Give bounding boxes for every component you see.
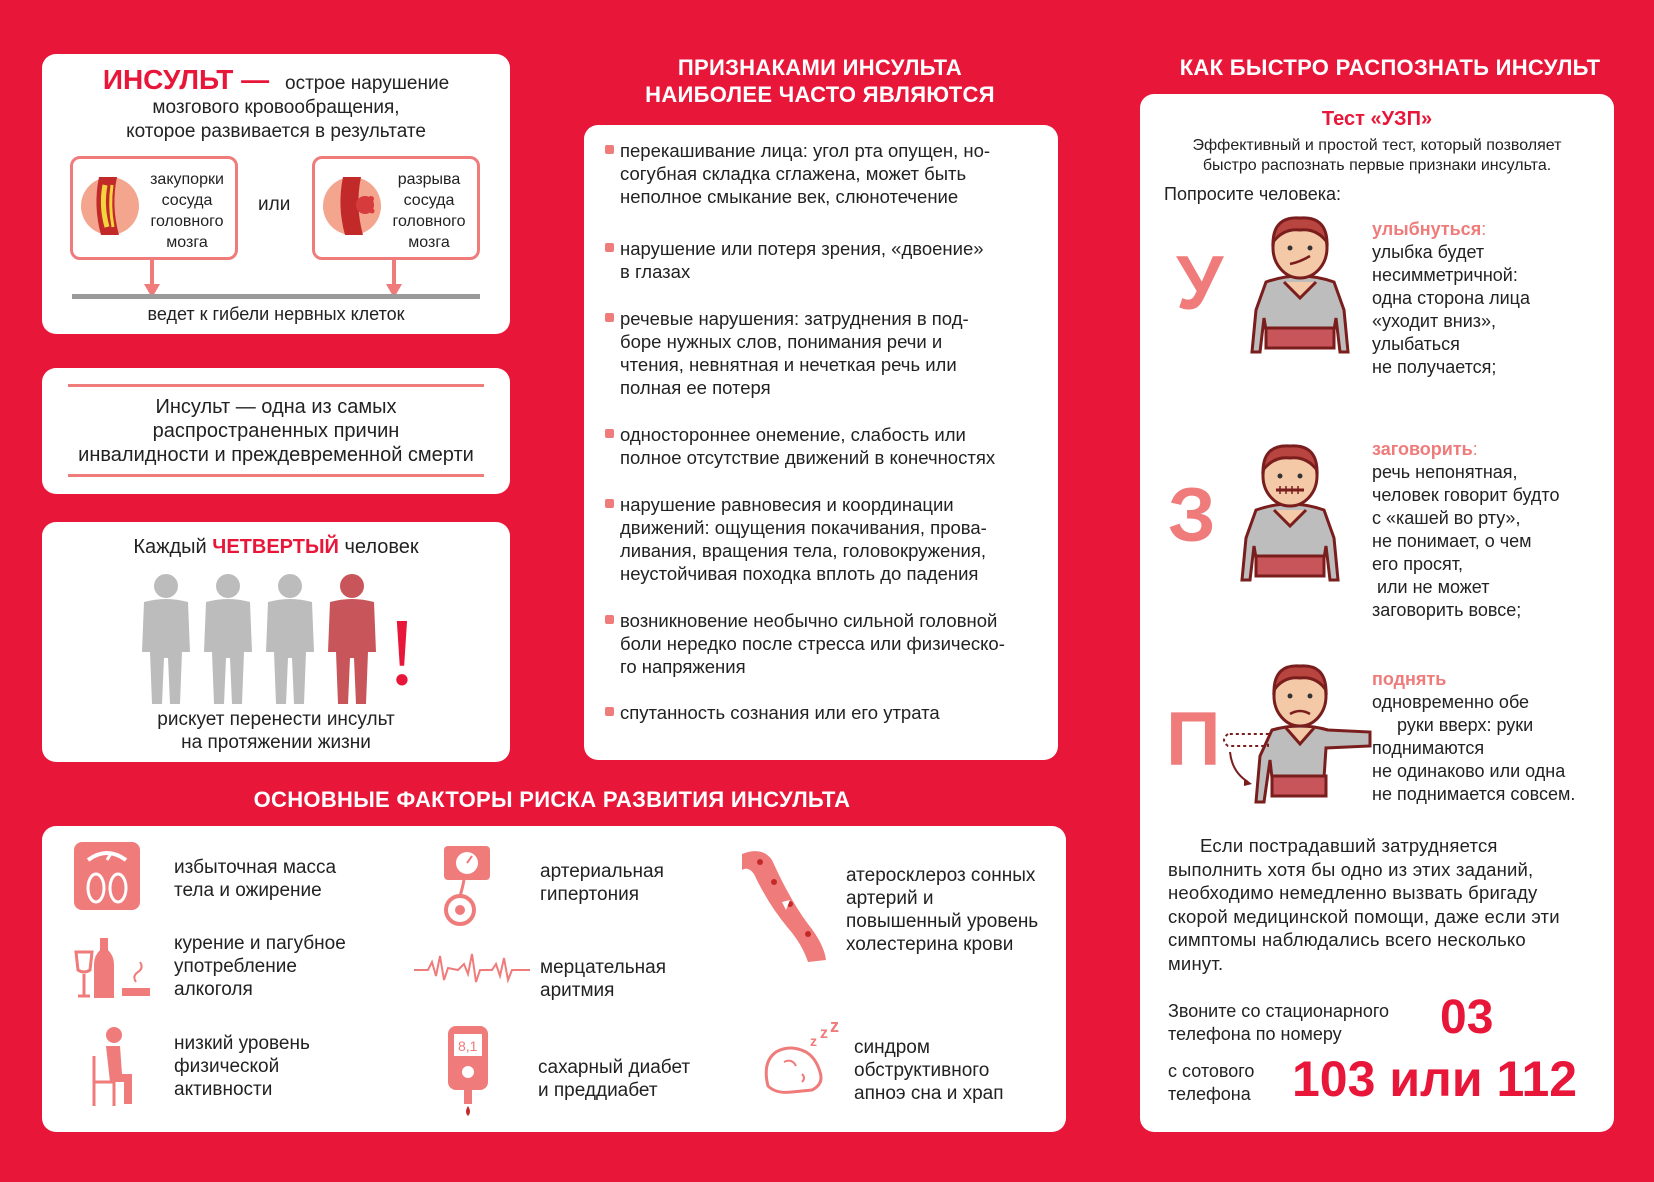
fourth-foot-line: на протяжении жизни bbox=[181, 732, 371, 753]
risk-factor-diabetes bbox=[538, 1056, 690, 1102]
symptom-line: полная ее потеря bbox=[620, 377, 771, 398]
bullet bbox=[605, 707, 614, 716]
risk-factor-hypertension bbox=[540, 860, 664, 906]
risk-line: низкий уровень bbox=[174, 1033, 310, 1054]
risk-factor-smoking bbox=[174, 932, 346, 1001]
step-line: его просят, bbox=[1372, 554, 1463, 574]
definition-heading bbox=[42, 64, 510, 144]
raising-arms-person-icon bbox=[1220, 660, 1380, 810]
symptom-line: боли нередко после стресса или физическо- bbox=[620, 633, 1005, 654]
ecg-icon bbox=[414, 950, 530, 986]
symptom-line: согубная складка сглажена, может быть bbox=[620, 163, 967, 184]
symptom-line: нарушение или потеря зрения, «двоение» bbox=[620, 238, 984, 259]
artery-icon bbox=[738, 844, 830, 964]
symptom-line: одностороннее онемение, слабость или bbox=[620, 424, 966, 445]
symptom-item bbox=[620, 237, 1050, 283]
cause1-line: мозга bbox=[166, 234, 208, 251]
symptom-line: движений: ощущения покачивания, прова- bbox=[620, 517, 987, 538]
risk-factor-apnea bbox=[854, 1036, 1004, 1105]
step-line: несимметричной: bbox=[1372, 265, 1518, 285]
risk-factor-inactivity bbox=[174, 1032, 310, 1101]
symptoms-title-line: НАИБОЛЕЕ ЧАСТО ЯВЛЯЮТСЯ bbox=[645, 82, 995, 107]
step-line: не одинаково или одна bbox=[1372, 761, 1566, 781]
test-name: Тест «УЗП» bbox=[1321, 108, 1433, 130]
symptom-item bbox=[620, 493, 1050, 585]
symptom-line: спутанность сознания или его утрата bbox=[620, 702, 940, 723]
call-line: телефона по номеру bbox=[1168, 1024, 1342, 1044]
test-title: КАК БЫСТРО РАСПОЗНАТЬ ИНСУЛЬТ bbox=[1179, 55, 1601, 80]
divider-line bbox=[68, 474, 484, 477]
risk-line: тела и ожирение bbox=[174, 880, 322, 901]
smiling-person-icon bbox=[1244, 212, 1356, 362]
symptoms-title bbox=[560, 54, 1080, 108]
divider-bar bbox=[72, 294, 480, 299]
mobile-numbers[interactable]: 103 или 112 bbox=[1292, 1051, 1578, 1107]
step-line: одновременно обе bbox=[1372, 692, 1530, 712]
urgent-line: симптомы наблюдались всего несколько bbox=[1168, 929, 1526, 950]
symptom-line: нарушение равновесия и координации bbox=[620, 494, 954, 515]
step-action: поднять bbox=[1372, 669, 1447, 689]
every-fourth-card bbox=[42, 522, 510, 762]
step-line: или не может bbox=[1372, 577, 1490, 597]
step-line: заговорить вовсе; bbox=[1372, 600, 1522, 620]
step-action: заговорить bbox=[1372, 439, 1473, 459]
urgent-line: выполнить хотя бы одно из этих заданий, bbox=[1168, 858, 1534, 880]
cause-blockage-box bbox=[70, 156, 238, 260]
scale-icon bbox=[72, 840, 142, 912]
risk-factor-arrhythmia bbox=[540, 956, 666, 1002]
symptom-line: го напряжения bbox=[620, 656, 746, 677]
call-line: телефона bbox=[1168, 1084, 1251, 1104]
svg-text:z: z bbox=[820, 1025, 828, 1042]
step-line: с «кашей во рту», bbox=[1372, 508, 1521, 528]
statistic-card bbox=[42, 368, 510, 494]
step-raise-text bbox=[1372, 668, 1608, 806]
test-desc-line: Эффективный и простой тест, который позволяет bbox=[1192, 137, 1562, 154]
symptom-line: боре нужных слов, понимания речи и bbox=[620, 331, 943, 352]
risk-line: холестерина крови bbox=[846, 934, 1014, 955]
risk-line: активности bbox=[174, 1079, 273, 1100]
risk-title: ОСНОВНЫЕ ФАКТОРЫ РИСКА РАЗВИТИЯ ИНСУЛЬТА bbox=[253, 787, 851, 812]
bullet bbox=[605, 313, 614, 322]
risk-line: и преддиабет bbox=[538, 1080, 658, 1101]
risk-line: артериальная bbox=[540, 861, 664, 882]
urgent-line: минут. bbox=[1168, 952, 1224, 974]
symptom-item bbox=[620, 609, 1050, 678]
cause1-line: сосуда bbox=[161, 192, 213, 209]
sleep-icon bbox=[762, 1022, 842, 1102]
definition-card bbox=[42, 54, 510, 334]
risk-line: курение и пагубное bbox=[174, 933, 346, 954]
risk-line: мерцательная bbox=[540, 957, 666, 978]
exclamation-mark: ! bbox=[386, 598, 418, 704]
letter-u: У bbox=[1176, 241, 1224, 326]
symptom-line: полное отсутствие движений в конечностях bbox=[620, 447, 996, 468]
risk-line: повышенный уровень bbox=[846, 911, 1039, 932]
svg-text:z: z bbox=[810, 1033, 817, 1049]
fourth-post: человек bbox=[338, 536, 419, 558]
symptom-item bbox=[620, 139, 1050, 208]
cause2-line: головного bbox=[392, 213, 466, 230]
step-line: улыбка будет bbox=[1372, 242, 1485, 262]
stat-line-text: Инсульт — одна из самых bbox=[155, 396, 397, 418]
people-icon bbox=[138, 572, 438, 704]
blocked-vessel-icon bbox=[79, 175, 141, 237]
or-label: или bbox=[258, 194, 291, 215]
fourth-pre: Каждый bbox=[133, 536, 213, 558]
stat-line-text: распространенных причин bbox=[152, 420, 400, 442]
symptom-item bbox=[620, 423, 1050, 469]
step-colon: : bbox=[1481, 219, 1487, 239]
symptom-line: в глазах bbox=[620, 261, 691, 282]
tonometer-icon bbox=[438, 844, 502, 926]
risk-line: артерий и bbox=[846, 888, 934, 909]
arrow-down-icon bbox=[386, 258, 402, 298]
definition-result: ведет к гибели нервных клеток bbox=[147, 304, 405, 324]
bullet bbox=[605, 615, 614, 624]
step-line: не понимает, о чем bbox=[1372, 531, 1532, 551]
uzp-test-card bbox=[1140, 94, 1614, 1132]
step-action: улыбнуться bbox=[1372, 219, 1482, 239]
letter-p: П bbox=[1166, 697, 1221, 782]
risk-factor-obesity bbox=[174, 856, 336, 902]
call-mobile-text bbox=[1168, 1060, 1288, 1106]
fourth-highlight: ЧЕТВЕРТЫЙ bbox=[212, 536, 339, 558]
symptom-item bbox=[620, 701, 1050, 724]
definition-line1: острое нарушение bbox=[285, 73, 450, 94]
symptoms-card bbox=[584, 125, 1058, 760]
step-line: улыбаться bbox=[1372, 334, 1460, 354]
risk-line: обструктивного bbox=[854, 1060, 990, 1081]
svg-text:z: z bbox=[830, 1022, 839, 1036]
test-desc-line: быстро распознать первые признаки инсульта. bbox=[1202, 157, 1552, 174]
symptom-line: чтения, невнятная и нечеткая речь или bbox=[620, 354, 957, 375]
symptom-line: перекашивание лица: угол рта опущен, но- bbox=[620, 140, 991, 161]
symptom-line: неполное смыкание век, слюнотечение bbox=[620, 186, 959, 207]
every-fourth-footer bbox=[42, 708, 510, 754]
stat-line-text: инвалидности и преждевременной смерти bbox=[78, 444, 474, 466]
symptom-line: неустойчивая походка вплоть до падения bbox=[620, 563, 979, 584]
step-line: «уходит вниз», bbox=[1372, 311, 1497, 331]
step-speak-text bbox=[1372, 438, 1608, 622]
risk-line: синдром bbox=[854, 1037, 930, 1058]
risk-factors-card bbox=[42, 826, 1066, 1132]
speaking-person-icon bbox=[1234, 440, 1346, 590]
risk-line: алкоголя bbox=[174, 979, 253, 1000]
symptoms-title-line: ПРИЗНАКАМИ ИНСУЛЬТА bbox=[677, 55, 963, 80]
risk-factor-atherosclerosis bbox=[846, 864, 1038, 956]
call-line: Звоните со стационарного bbox=[1168, 1001, 1390, 1021]
glucometer-icon bbox=[442, 1024, 498, 1116]
step-line: речь непонятная, bbox=[1372, 462, 1518, 482]
definition-line2: мозгового кровообращения, bbox=[152, 97, 400, 118]
urgent-advice bbox=[1168, 834, 1598, 975]
landline-number[interactable]: 03 bbox=[1440, 991, 1494, 1044]
step-line: не получается; bbox=[1372, 357, 1497, 377]
step-smile-text bbox=[1372, 218, 1608, 379]
risk-line: атеросклероз сонных bbox=[846, 865, 1036, 886]
arrow-down-icon bbox=[144, 258, 160, 298]
bottle-cigarette-icon bbox=[74, 936, 154, 1000]
step-colon: : bbox=[1472, 439, 1478, 459]
letter-z: З bbox=[1168, 473, 1216, 558]
cause-rupture-box bbox=[312, 156, 480, 260]
cause2-line: сосуда bbox=[403, 192, 455, 209]
risk-line: апноэ сна и храп bbox=[854, 1083, 1004, 1104]
call-landline-text bbox=[1168, 1000, 1438, 1046]
risk-line: избыточная масса bbox=[174, 857, 337, 878]
svg-text:8,1: 8,1 bbox=[458, 1038, 478, 1054]
symptom-item bbox=[620, 307, 1050, 399]
risk-line: гипертония bbox=[540, 884, 639, 905]
fourth-foot-line: рискует перенести инсульт bbox=[157, 709, 395, 730]
symptom-line: речевые нарушения: затруднения в под- bbox=[620, 308, 969, 329]
step-line: человек говорит будто bbox=[1372, 485, 1560, 505]
every-fourth-heading bbox=[42, 536, 510, 559]
risk-line: аритмия bbox=[540, 980, 615, 1001]
risk-line: сахарный диабет bbox=[538, 1057, 691, 1078]
test-ask: Попросите человека: bbox=[1164, 184, 1341, 204]
ruptured-vessel-icon bbox=[321, 175, 383, 237]
risk-line: употребление bbox=[174, 956, 297, 977]
urgent-line: необходимо немедленно вызвать бригаду bbox=[1168, 882, 1538, 903]
bullet bbox=[605, 429, 614, 438]
bullet bbox=[605, 499, 614, 508]
bullet bbox=[605, 243, 614, 252]
statistic-text bbox=[42, 395, 510, 467]
step-line: поднимаются bbox=[1372, 738, 1485, 758]
cause1-line: закупорки bbox=[150, 171, 224, 188]
definition-line3: которое развивается в результате bbox=[126, 121, 426, 142]
step-line: не поднимается совсем. bbox=[1372, 784, 1576, 804]
test-description bbox=[1140, 136, 1614, 176]
step-line: одна сторона лица bbox=[1372, 288, 1530, 308]
cause2-line: разрыва bbox=[397, 171, 461, 188]
cause1-line: головного bbox=[150, 213, 224, 230]
divider-line bbox=[68, 384, 484, 387]
symptom-line: ливания, вращения тела, головокружения, bbox=[620, 540, 987, 561]
risk-line: физической bbox=[174, 1056, 280, 1077]
bullet bbox=[605, 145, 614, 154]
stroke-word: ИНСУЛЬТ — bbox=[102, 64, 270, 95]
cause2-line: мозга bbox=[408, 234, 450, 251]
urgent-line: скорой медицинской помощи, даже если эти bbox=[1168, 905, 1560, 927]
call-line: с сотового bbox=[1168, 1061, 1255, 1081]
sitting-person-icon bbox=[90, 1026, 134, 1108]
urgent-line: Если пострадавший затрудняется bbox=[1168, 835, 1498, 856]
symptom-line: возникновение необычно сильной головной bbox=[620, 610, 998, 631]
step-line: руки вверх: руки bbox=[1372, 715, 1534, 735]
